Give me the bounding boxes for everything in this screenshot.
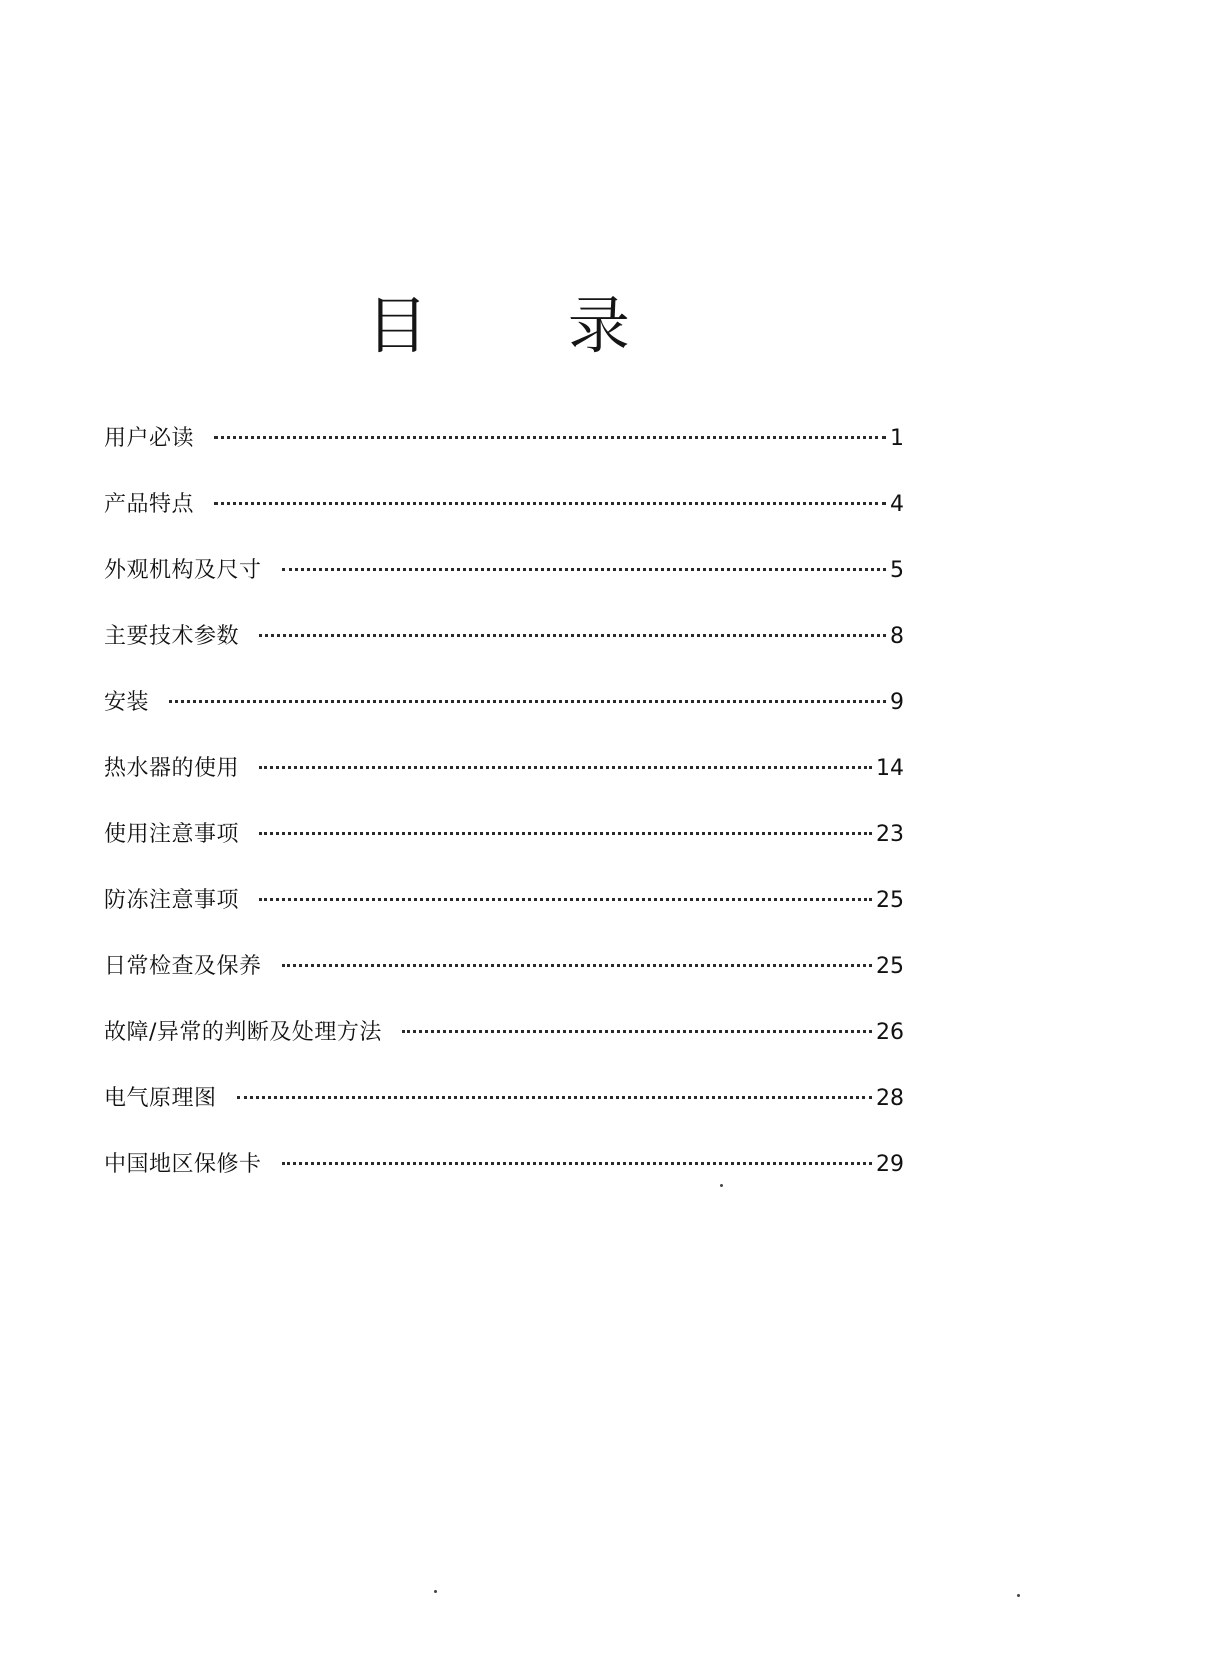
toc-entry bbox=[104, 1150, 904, 1216]
toc-entry-label: 防冻注意事项 bbox=[104, 888, 240, 913]
toc-entry bbox=[104, 688, 904, 754]
toc-entry-page: 28 bbox=[876, 1086, 904, 1111]
toc-entry-label: 使用注意事项 bbox=[104, 822, 240, 847]
toc-dot-leader bbox=[402, 1030, 872, 1033]
toc-entry-page: 9 bbox=[890, 690, 904, 715]
scan-speck bbox=[1017, 1594, 1020, 1597]
toc-entry bbox=[104, 1018, 904, 1084]
toc-entry-label: 主要技术参数 bbox=[104, 624, 240, 649]
toc-list bbox=[104, 424, 904, 1216]
toc-entry-label: 日常检查及保养 bbox=[104, 954, 262, 979]
toc-entry-page: 26 bbox=[876, 1020, 904, 1045]
toc-entry bbox=[104, 754, 904, 820]
toc-entry bbox=[104, 424, 904, 490]
scan-speck bbox=[434, 1590, 437, 1593]
toc-dot-leader bbox=[259, 832, 872, 835]
toc-entry bbox=[104, 1084, 904, 1150]
toc-entry-label: 外观机构及尺寸 bbox=[104, 558, 262, 583]
toc-entry-label: 产品特点 bbox=[104, 492, 195, 517]
toc-entry-label: 故障/异常的判断及处理方法 bbox=[104, 1020, 382, 1045]
toc-dot-leader bbox=[237, 1096, 872, 1099]
toc-dot-leader bbox=[282, 568, 886, 571]
toc-dot-leader bbox=[259, 766, 872, 769]
toc-entry bbox=[104, 886, 904, 952]
toc-entry-page: 5 bbox=[890, 558, 904, 583]
toc-entry-label: 中国地区保修卡 bbox=[104, 1152, 262, 1177]
toc-entry bbox=[104, 490, 904, 556]
toc-dot-leader bbox=[282, 1162, 872, 1165]
toc-entry bbox=[104, 820, 904, 886]
toc-entry-page: 8 bbox=[890, 624, 904, 649]
toc-entry bbox=[104, 952, 904, 1018]
toc-dot-leader bbox=[214, 502, 886, 505]
toc-entry-label: 用户必读 bbox=[104, 426, 195, 451]
toc-entry-label: 热水器的使用 bbox=[104, 756, 240, 781]
toc-title: 目 录 bbox=[366, 289, 690, 362]
toc-entry-page: 4 bbox=[890, 492, 904, 517]
toc-entry bbox=[104, 556, 904, 622]
toc-dot-leader bbox=[259, 634, 886, 637]
toc-dot-leader bbox=[214, 436, 886, 439]
toc-dot-leader bbox=[282, 964, 872, 967]
toc-entry-page: 23 bbox=[876, 822, 904, 847]
toc-entry-page: 14 bbox=[876, 756, 904, 781]
toc-dot-leader bbox=[169, 700, 886, 703]
toc-entry-page: 25 bbox=[876, 888, 904, 913]
toc-dot-leader bbox=[259, 898, 872, 901]
toc-entry-page: 29 bbox=[876, 1152, 904, 1177]
toc-entry-label: 电气原理图 bbox=[104, 1086, 217, 1111]
toc-entry-page: 1 bbox=[890, 426, 904, 451]
toc-entry bbox=[104, 622, 904, 688]
scan-speck bbox=[720, 1184, 723, 1187]
toc-entry-page: 25 bbox=[876, 954, 904, 979]
toc-entry-label: 安装 bbox=[104, 690, 150, 715]
